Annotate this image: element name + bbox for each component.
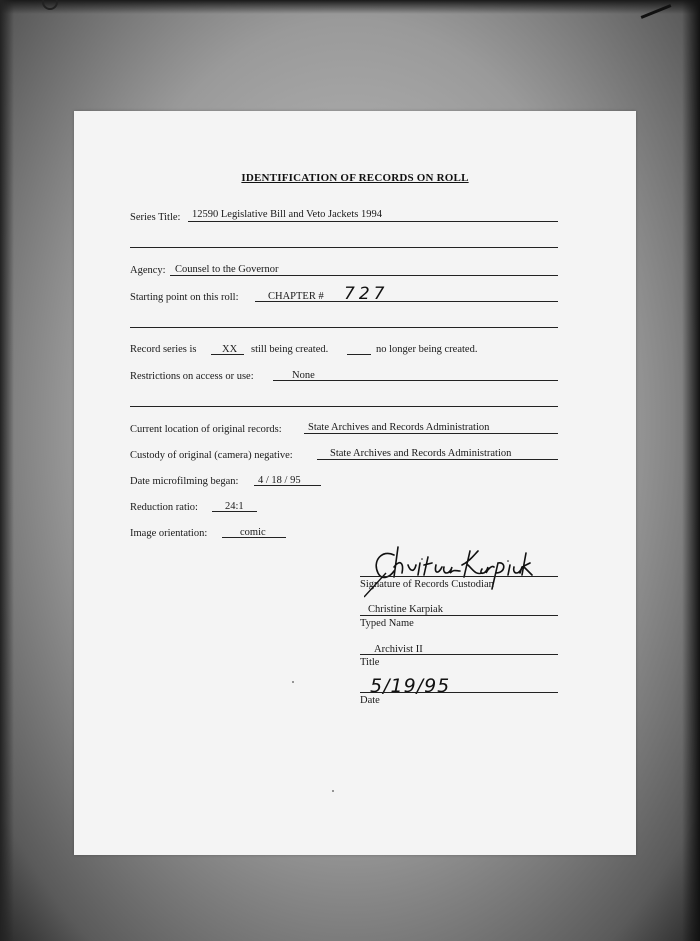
signature-handwritten	[364, 543, 534, 601]
location-label: Current location of original records:	[130, 424, 282, 435]
starting-point-line	[255, 301, 558, 302]
agency-label: Agency:	[130, 265, 166, 276]
restrictions-line	[273, 380, 558, 381]
signature-label: Signature of Records Custodian	[360, 579, 494, 590]
restrictions-label: Restrictions on access or use:	[130, 371, 254, 382]
no-longer-being-created-label: no longer being created.	[376, 344, 478, 355]
starting-point-line-2	[130, 327, 558, 328]
typed-name-value: Christine Karpiak	[368, 604, 443, 615]
film-edge-left	[0, 0, 14, 941]
reduction-line	[212, 511, 257, 512]
record-series-mark: XX	[222, 344, 238, 355]
records-form-page	[74, 111, 636, 855]
speck	[292, 681, 294, 683]
custody-line	[317, 459, 558, 460]
restrictions-line-2	[130, 406, 558, 407]
date-label: Date	[360, 695, 380, 706]
still-being-created-label: still being created.	[251, 344, 329, 355]
agency-value: Counsel to the Governor	[175, 264, 279, 275]
series-title-line	[188, 221, 558, 222]
series-title-line-2	[130, 247, 558, 248]
date-began-label: Date microfilming began:	[130, 476, 239, 487]
custody-label: Custody of original (camera) negative:	[130, 450, 293, 461]
orientation-value: comic	[240, 527, 266, 538]
record-series-label: Record series is	[130, 344, 197, 355]
title-value: Archivist II	[374, 644, 423, 655]
series-title-value: 12590 Legislative Bill and Veto Jackets 1994	[192, 209, 382, 220]
date-began-value: 4 / 18 / 95	[258, 475, 301, 486]
date-handwritten: 5/19/95	[370, 675, 451, 697]
film-edge-top	[0, 0, 700, 14]
restrictions-value: None	[292, 370, 315, 381]
speck	[332, 790, 334, 792]
reduction-value: 24:1	[225, 501, 244, 512]
agency-line	[170, 275, 558, 276]
typed-name-label: Typed Name	[360, 618, 414, 629]
film-edge-right	[682, 0, 700, 941]
orientation-line	[222, 537, 286, 538]
orientation-label: Image orientation:	[130, 528, 208, 539]
location-value: State Archives and Records Administration	[308, 422, 490, 433]
starting-point-handwritten: 727	[344, 284, 389, 304]
date-line	[360, 692, 558, 693]
series-title-label: Series Title:	[130, 212, 181, 223]
reduction-label: Reduction ratio:	[130, 502, 198, 513]
date-began-line	[254, 485, 321, 486]
form-title: IDENTIFICATION OF RECORDS ON ROLL	[241, 172, 469, 184]
starting-point-label: Starting point on this roll:	[130, 292, 239, 303]
custody-value: State Archives and Records Administration	[330, 448, 512, 459]
signature-line	[360, 576, 558, 577]
starting-point-value: CHAPTER #	[268, 291, 324, 302]
record-series-still-line	[211, 354, 244, 355]
title-label: Title	[360, 657, 380, 668]
record-series-no-longer-line	[347, 354, 371, 355]
typed-name-line	[360, 615, 558, 616]
title-line	[360, 654, 558, 655]
location-line	[304, 433, 558, 434]
